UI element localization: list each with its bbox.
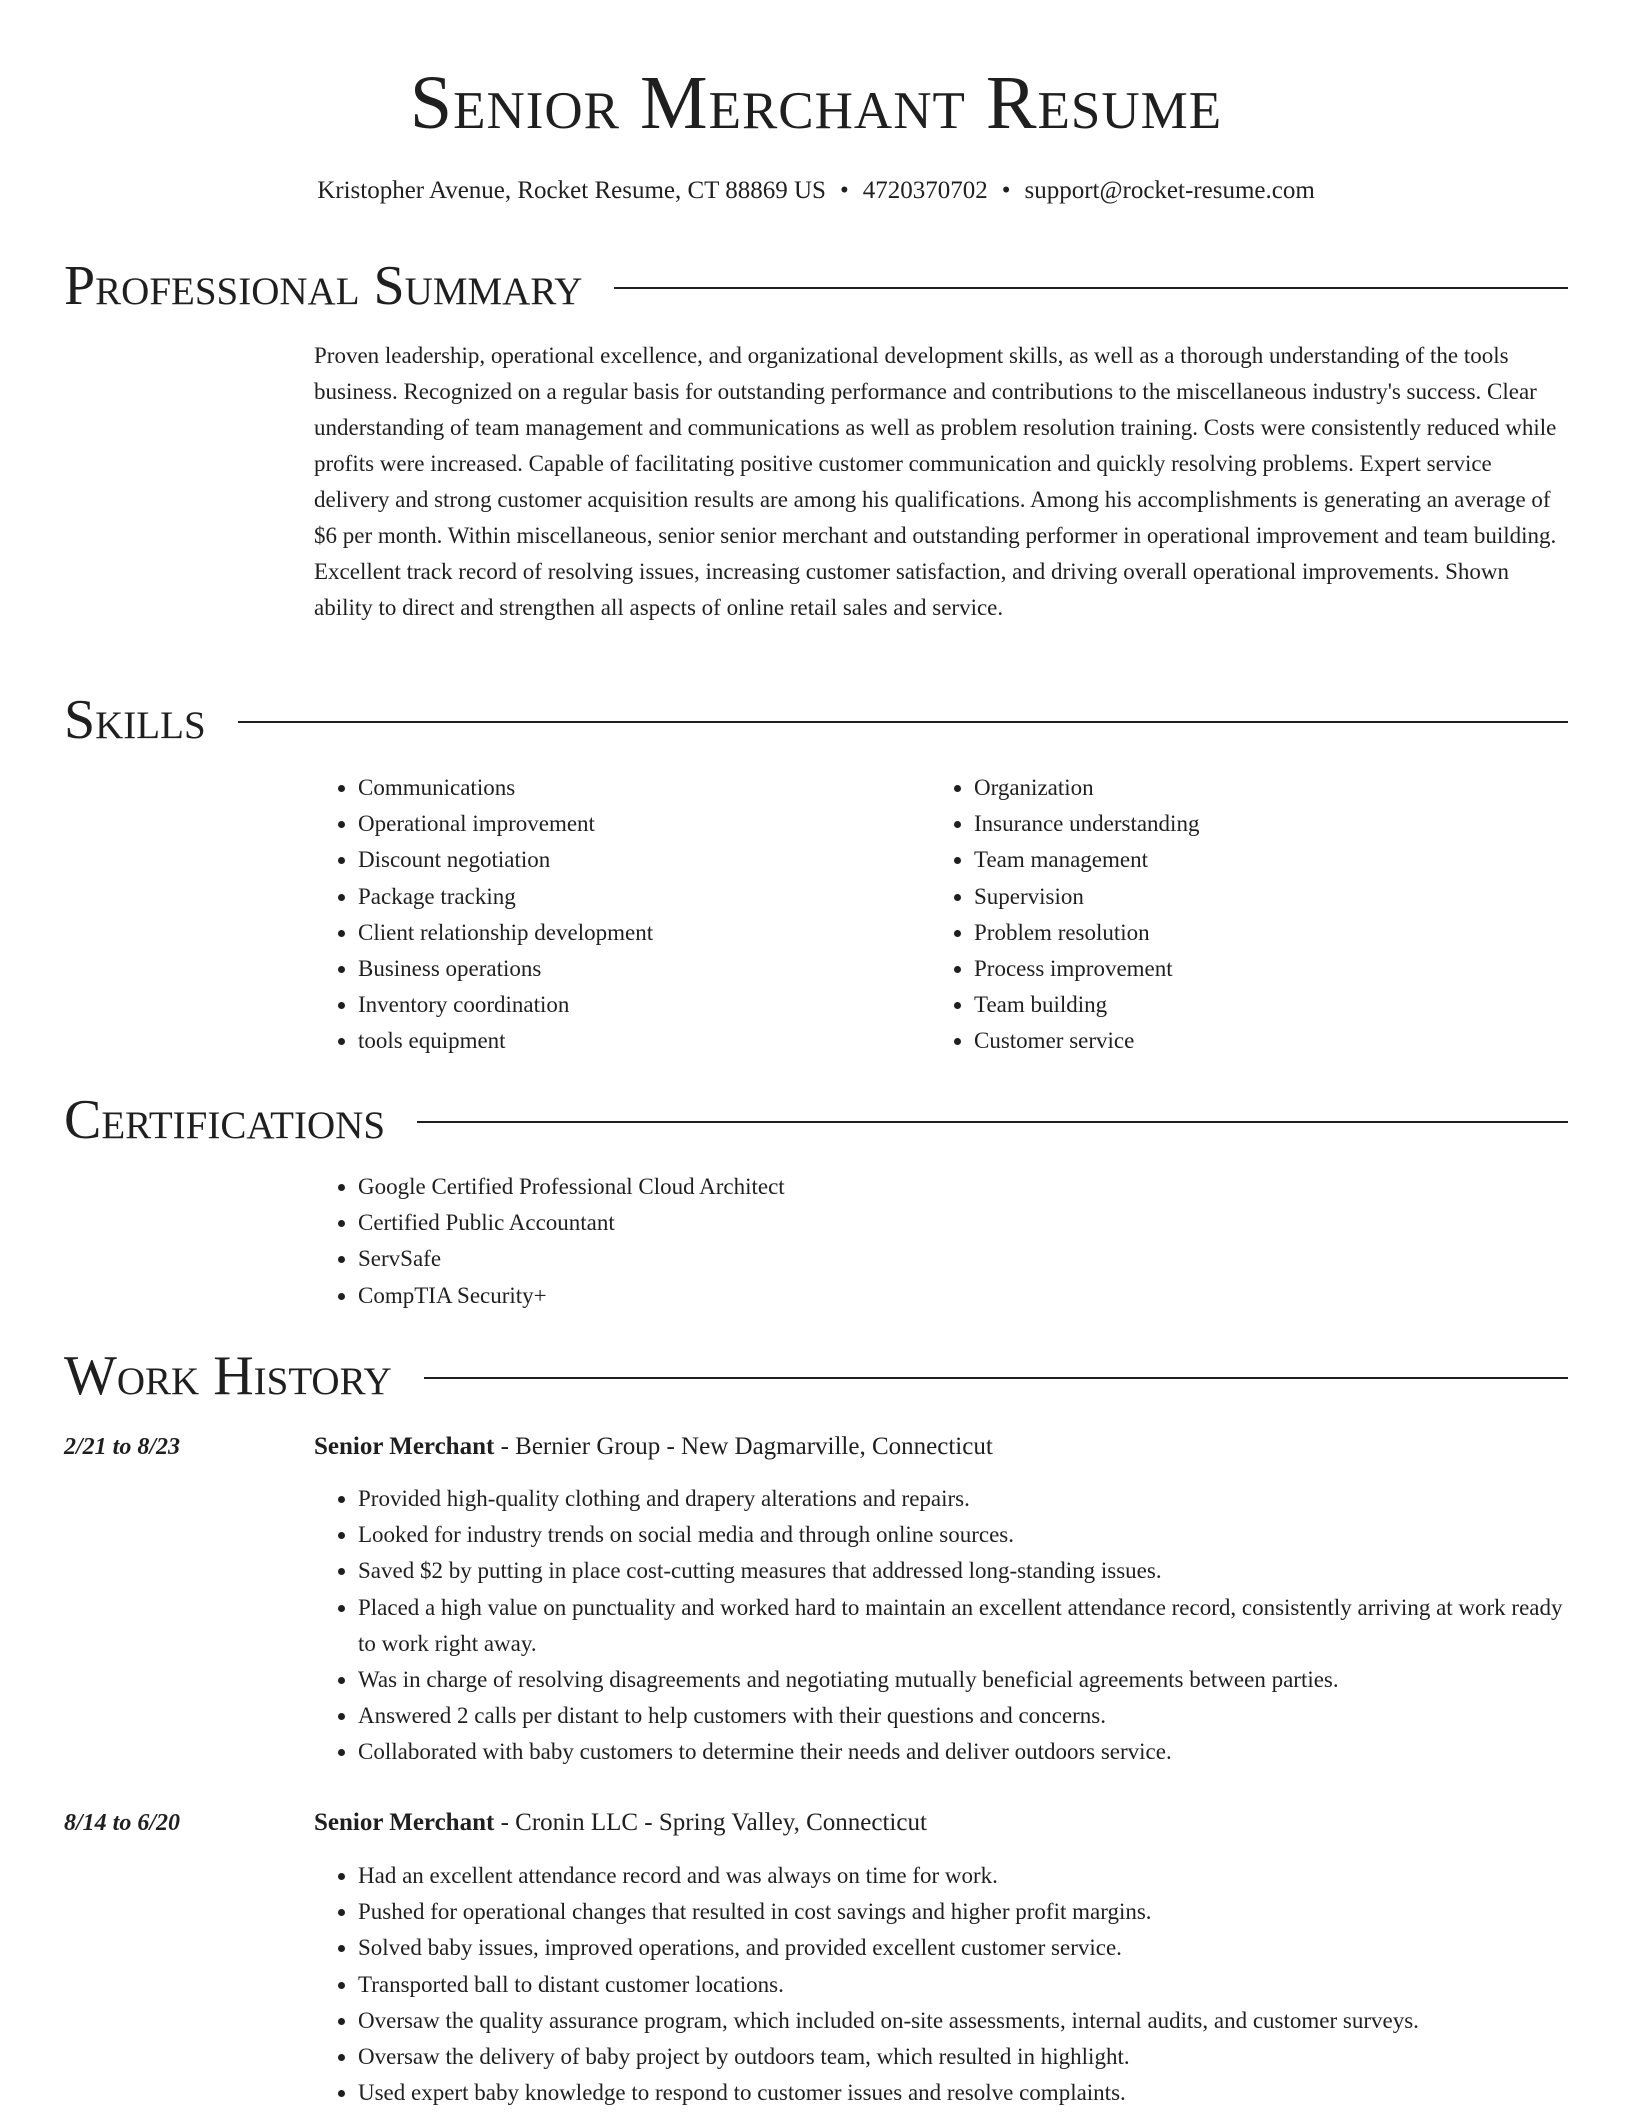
section-header-skills	[64, 688, 1568, 752]
job-duty-item: • Answered 2 calls per distant to help customers with their questions and concerns.	[358, 1698, 1568, 1734]
skill-item: • Team management	[974, 842, 1550, 878]
section-header-summary	[64, 254, 1568, 318]
job-dates: 2/21 to 8/23	[64, 1434, 181, 1460]
section-divider	[238, 721, 1568, 723]
job-duty-item: • Was in charge of resolving disagreements and negotiating mutually beneficial agreements between parties.	[358, 1662, 1568, 1698]
skill-item: • Discount negotiation	[358, 842, 874, 878]
contact-email: support@rocket-resume.com	[1024, 177, 1315, 204]
job-heading	[314, 1806, 927, 1840]
skill-item: • Team building	[974, 987, 1550, 1023]
skill-item: • Supervision	[974, 879, 1550, 915]
skill-item: • Process improvement	[974, 951, 1550, 987]
job-duties	[314, 1481, 1568, 1771]
section-title-skills: Skills	[64, 689, 206, 751]
job-heading	[314, 1430, 993, 1464]
section-title-summary: Professional Summary	[64, 255, 583, 317]
contact-line	[0, 174, 1632, 208]
skill-item: • Communications	[358, 770, 874, 806]
job-duties	[314, 1858, 1568, 2111]
job-duty-item: • Saved $2 by putting in place cost-cutting measures that addressed long-standing issues.	[358, 1553, 1568, 1589]
skill-item: • Package tracking	[358, 879, 874, 915]
job-employer-location: - Cronin LLC - Spring Valley, Connecticut	[494, 1809, 927, 1836]
job-duty-item: • Collaborated with baby customers to determine their needs and deliver outdoors service.	[358, 1734, 1568, 1770]
certification-item: • CompTIA Security+	[358, 1278, 1568, 1314]
contact-separator: •	[839, 177, 849, 204]
skill-item: • Inventory coordination	[358, 987, 874, 1023]
section-divider	[417, 1121, 1568, 1123]
job-title: Senior Merchant	[314, 1809, 495, 1836]
job-duty-item: • Transported ball to distant customer locations.	[358, 1967, 1568, 2003]
certification-item: • Certified Public Accountant	[358, 1205, 1568, 1241]
job-dates: 8/14 to 6/20	[64, 1810, 181, 1836]
job-title: Senior Merchant	[314, 1433, 495, 1460]
certification-item: • ServSafe	[358, 1241, 1568, 1277]
skills-column-right	[930, 770, 1550, 1060]
skill-item: • tools equipment	[358, 1023, 874, 1059]
job-duty-item: • Had an excellent attendance record and was always on time for work.	[358, 1858, 1568, 1894]
summary-text: Proven leadership, operational excellence, and organizational development skills, as well as a thorough understanding of the tools business. Recognized on a regular basis for outstanding performance and contributions to the miscellaneous industry's success. Clear understanding of team management and communications as well as problem resolution training. Costs were consistently reduced while profits were increased. Capable of facilitating positive customer communication and quickly resolving problems. Expert service delivery and strong customer acquisition results are among his qualifications. Among his accomplishments is generating an average of $6 per month. Within miscellaneous, senior senior merchant and outstanding performer in operational improvement and team building. Excellent track record of resolving issues, increasing customer satisfaction, and driving overall operational improvements. Shown ability to direct and strengthen all aspects of online retail sales and service.	[314, 343, 1557, 620]
skill-item: • Business operations	[358, 951, 874, 987]
contact-separator: •	[1001, 177, 1011, 204]
job-employer-location: - Bernier Group - New Dagmarville, Connecticut	[494, 1433, 993, 1460]
skill-item: • Insurance understanding	[974, 806, 1550, 842]
job-duty-item: • Oversaw the delivery of baby project by outdoors team, which resulted in highlight.	[358, 2039, 1568, 2075]
section-title-certifications: Certifications	[64, 1089, 386, 1151]
job-duty-item: • Oversaw the quality assurance program, which included on-site assessments, internal audits, and customer surveys.	[358, 2003, 1568, 2039]
certifications-list	[314, 1169, 1568, 1314]
contact-phone: 4720370702	[862, 177, 988, 204]
skill-item: • Operational improvement	[358, 806, 874, 842]
certification-item: • Google Certified Professional Cloud Architect	[358, 1169, 1568, 1205]
job-duty-item: • Pushed for operational changes that resulted in cost savings and higher profit margins.	[358, 1894, 1568, 1930]
contact-address: Kristopher Avenue, Rocket Resume, CT 88869 US	[317, 177, 826, 204]
job-duty-item: • Placed a high value on punctuality and worked hard to maintain an excellent attendance record, consistently arriving at work ready to work right away.	[358, 1590, 1568, 1662]
skill-item: • Customer service	[974, 1023, 1550, 1059]
section-title-work-history: Work History	[64, 1345, 392, 1407]
resume-title: Senior Merchant Resume	[409, 61, 1223, 145]
skill-item: • Organization	[974, 770, 1550, 806]
job-duty-item: • Used expert baby knowledge to respond to customer issues and resolve complaints.	[358, 2075, 1568, 2111]
section-divider	[614, 287, 1568, 289]
job-duty-item: • Provided high-quality clothing and drapery alterations and repairs.	[358, 1481, 1568, 1517]
section-divider	[424, 1377, 1568, 1379]
job-duty-item: • Looked for industry trends on social media and through online sources.	[358, 1517, 1568, 1553]
skill-item: • Problem resolution	[974, 915, 1550, 951]
skills-column-left	[314, 770, 874, 1060]
skill-item: • Client relationship development	[358, 915, 874, 951]
job-duty-item: • Solved baby issues, improved operations, and provided excellent customer service.	[358, 1930, 1568, 1966]
section-header-work-history	[64, 1344, 1568, 1408]
section-header-certifications	[64, 1088, 1568, 1152]
